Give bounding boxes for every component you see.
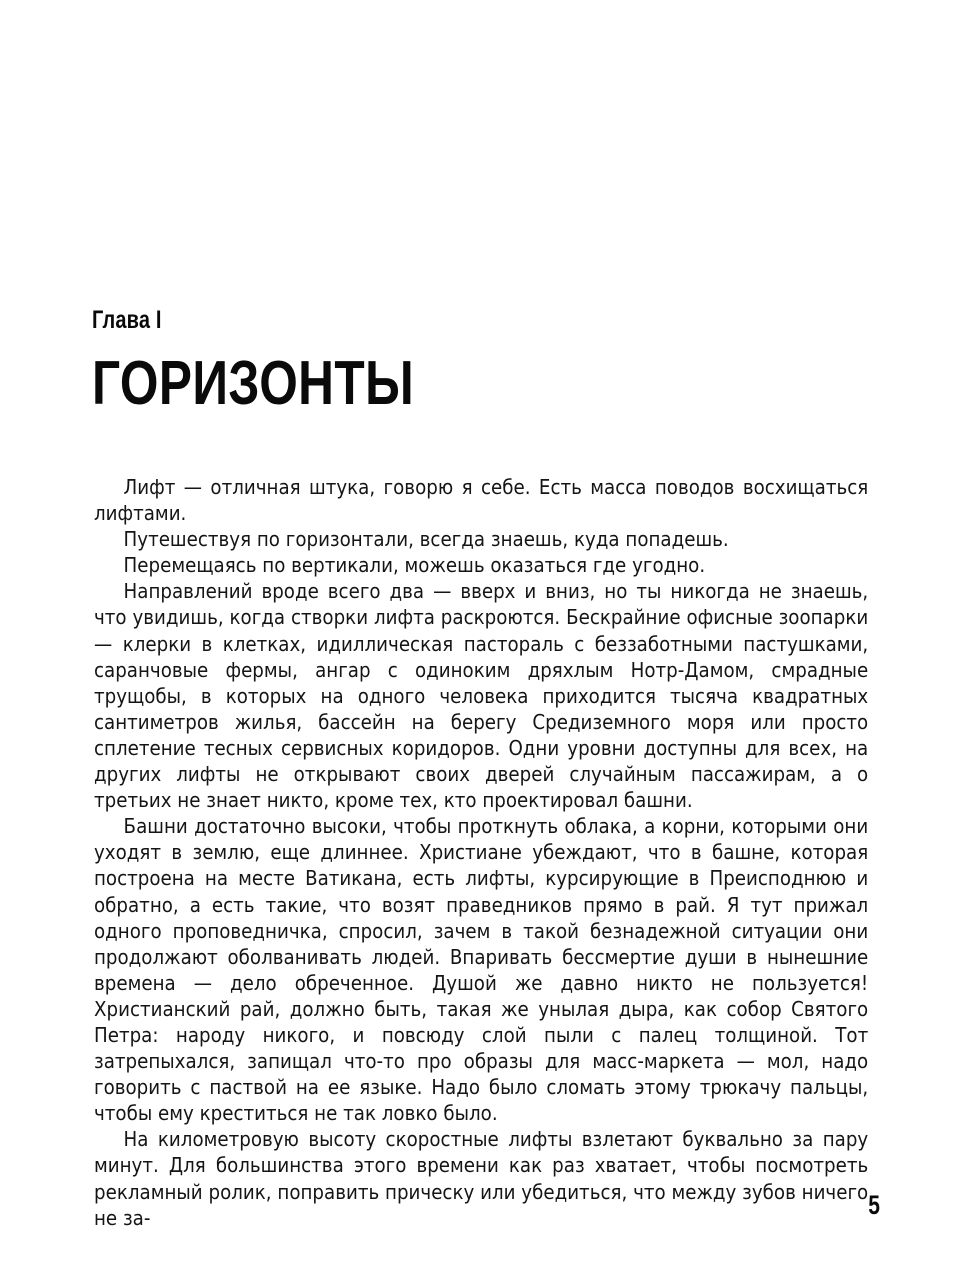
body-text-column — [94, 474, 880, 1231]
chapter-title: ГОРИЗОНТЫ — [92, 349, 415, 418]
body-paragraph: Перемещаясь по вертикали, можешь оказаться где угодно. — [123, 553, 706, 578]
chapter-header — [92, 308, 882, 457]
chapter-label: Глава I — [92, 306, 162, 334]
body-paragraph: Путешествуя по горизонтали, всегда знаешь, куда попадешь. — [123, 527, 729, 552]
body-paragraph: На километровую высоту скоростные лифты взлетают буквально за пару минут. Для большинства этого времени как раз хватает, чтобы посмотреть рекламный ролик, поправить прическу или убедиться, что между зубов ничего не за- — [94, 1127, 869, 1230]
body-paragraph: Башни достаточно высоки, чтобы проткнуть облака, а корни, которыми они уходят в землю, еще длиннее. Христиане убеждают, что в башне, которая построена на месте Ватикана, есть лифты, курсирующие в Преисподнюю и обратно, а есть такие, что возят праведников прямо в рай. Я тут прижал одного проповедничка, спросил, зачем в такой безнадежной ситуации они продолжают оболванивать людей. Впаривать бессмертие души в нынешние времена — дело обреченное. Душой же давно никто не пользуется! Христианский рай, должно быть, такая же унылая дыра, как собор Святого Петра: народу никого, и повсюду слой пыли с палец толщиной. Тот затрепыхался, запищал что-то про образы для масс-маркета — мол, надо говорить с паствой на ее языке. Надо было сломать этому трюкачу пальцы, чтобы ему креститься не так ловко было. — [94, 814, 869, 1126]
body-paragraph: Направлений вроде всего два — вверх и вниз, но ты никогда не знаешь, что увидишь, когда створки лифта раскроются. Бескрайние офисные зоопарки — клерки в клетках, идиллическая пастораль с беззаботными пастушками, саранчовые фермы, ангар с одиноким дряхлым Нотр-Дамом, смрадные трущобы, в которых на одного человека приходится тысяча квадратных сантиметров жилья, бассейн на берегу Средиземного моря или просто сплетение тесных сервисных коридоров. Одни уровни доступны для всех, на других лифты не открывают своих дверей случайным пассажирам, а о третьих не знает никто, кроме тех, кто проектировал башни. — [94, 579, 869, 813]
body-paragraph: Лифт — отличная штука, говорю я себе. Есть масса поводов восхищаться лифтами. — [94, 475, 869, 526]
page-number: 5 — [868, 1190, 880, 1220]
